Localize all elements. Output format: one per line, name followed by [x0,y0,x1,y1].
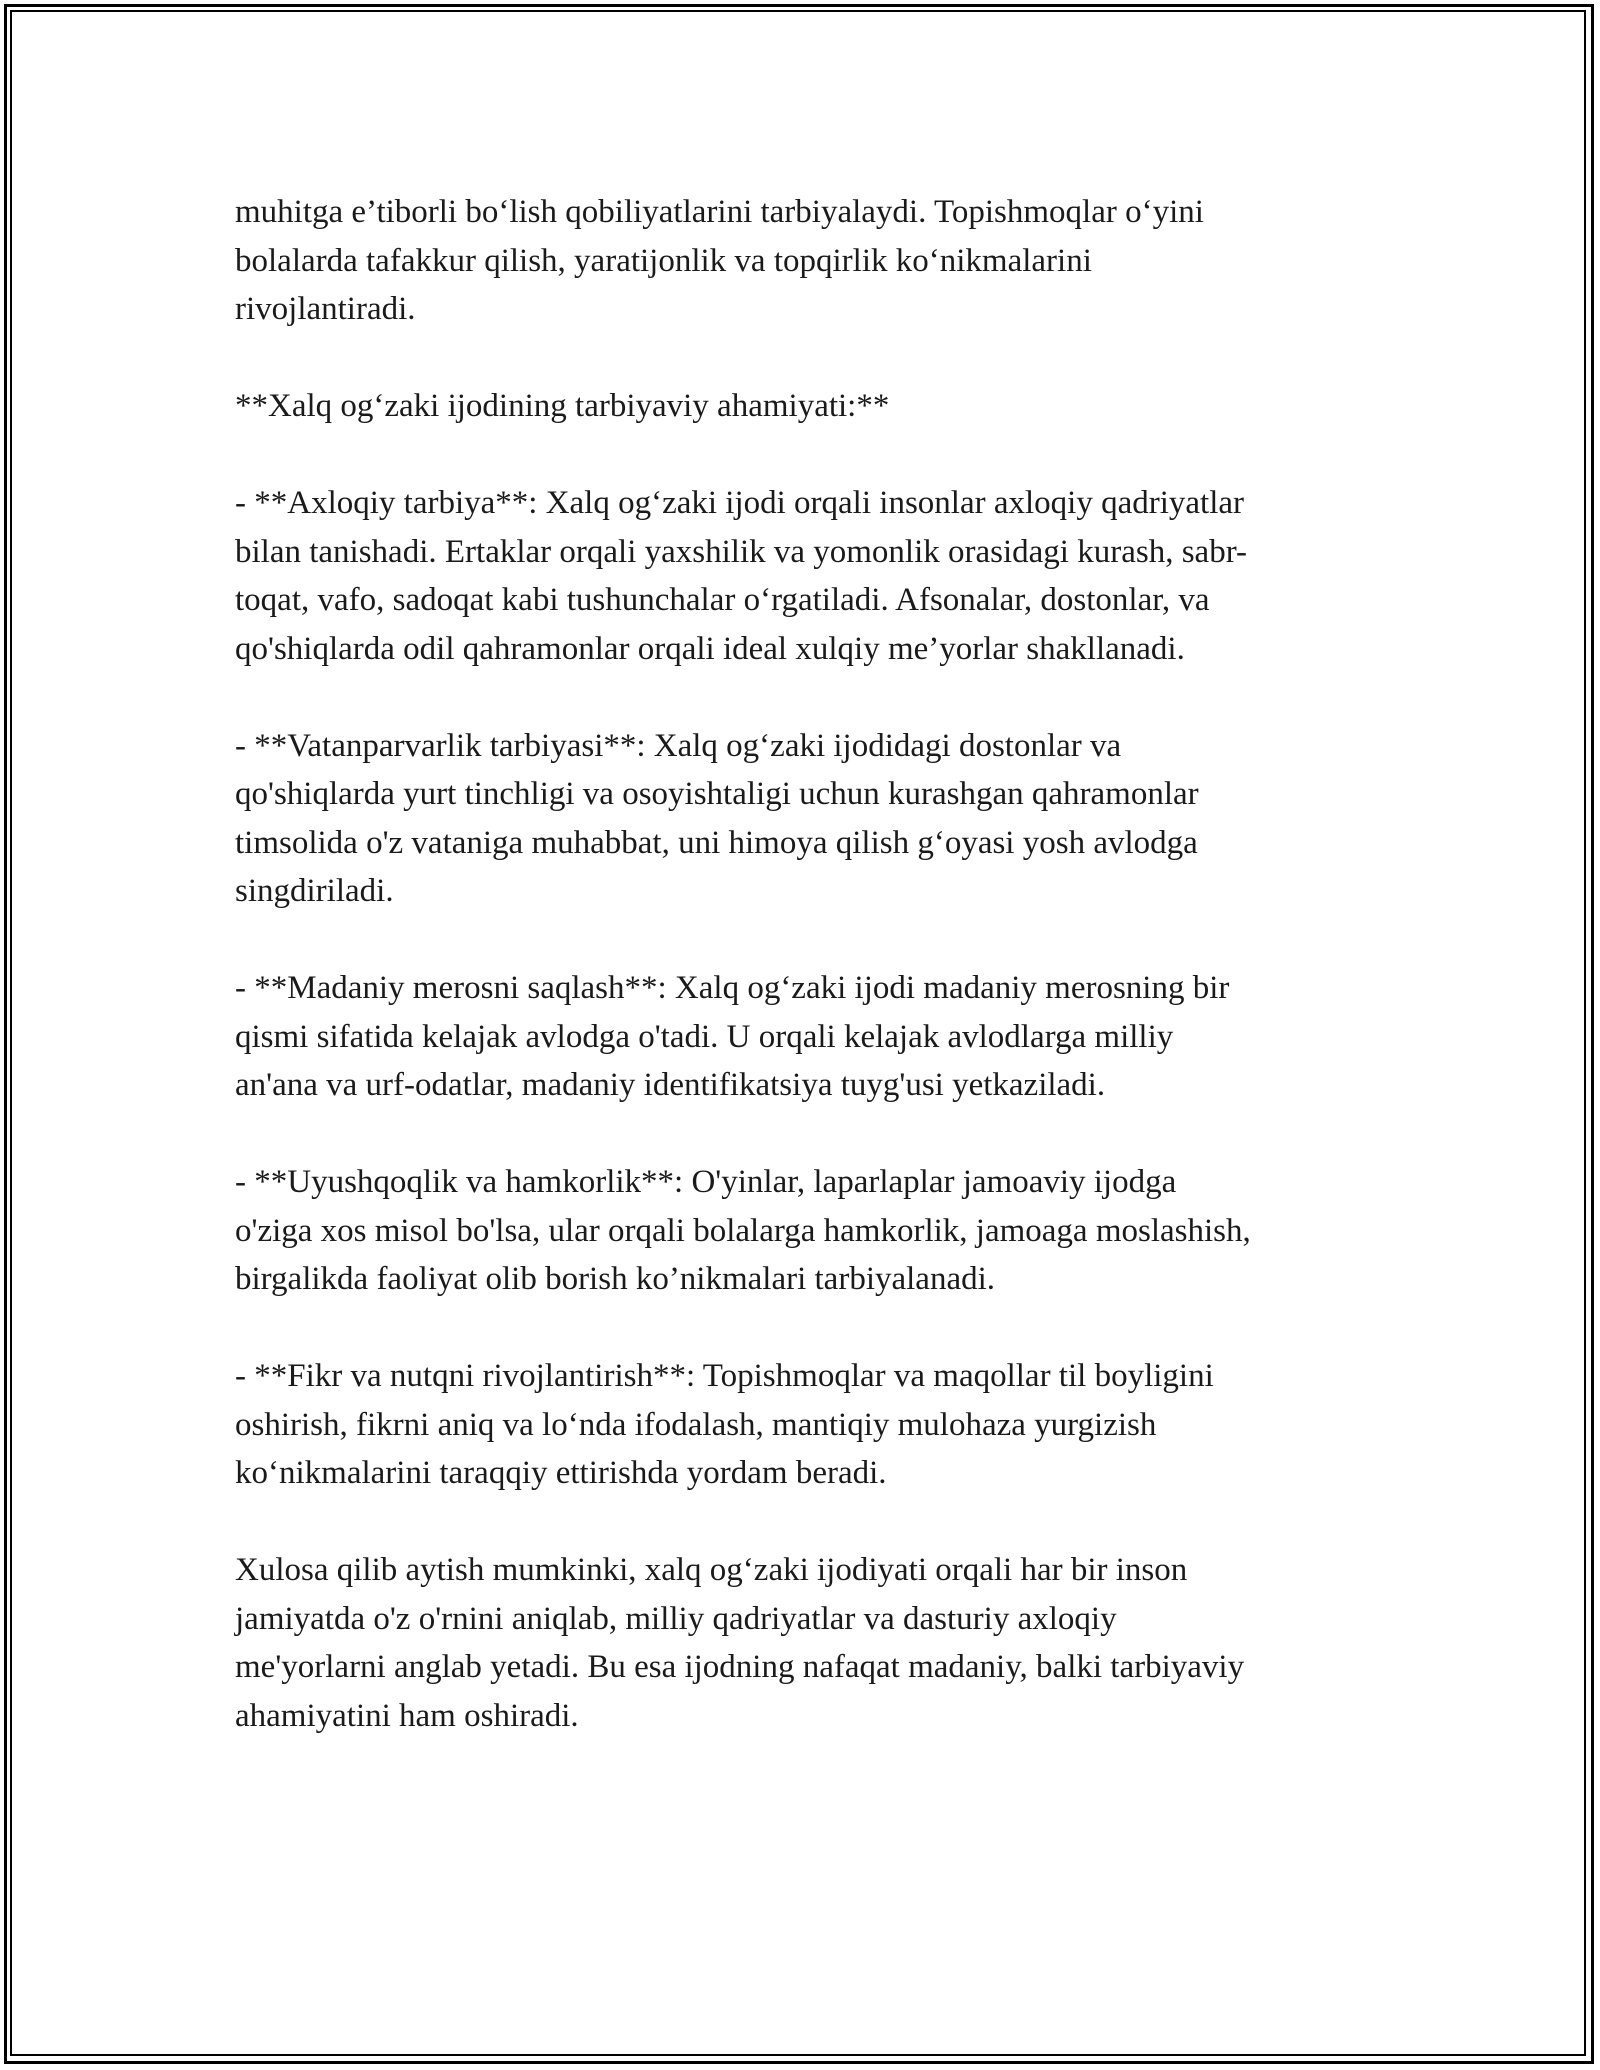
list-item-madaniy-meros: - **Madaniy merosni saqlash**: Xalq og‘zaki ijodi madaniy merosning bir qismi sifatida kelajak avlodga o'tadi. U orqali kelajak avlodlarga milliy an'ana va urf-odatlar, madaniy identifikatsiya tuyg'usi yetkaziladi. [235,970,1230,1103]
section-heading: **Xalq og‘zaki ijodining tarbiyaviy ahamiyati:** [235,388,890,424]
list-item-vatanparvarlik: - **Vatanparvarlik tarbiyasi**: Xalq og‘zaki ijodidagi dostonlar va qo'shiqlarda yurt tinchligi va osoyishtaligi uchun kurashgan qahramonlar timsolida o'z vataniga muhabbat, uni himoya qilish g‘oyasi yosh avlodga singdiriladi. [235,727,1199,909]
paragraph-conclusion: Xulosa qilib aytish mumkinki, xalq og‘zaki ijodiyati orqali har bir inson jamiyatda o'z o'rnini aniqlab, milliy qadriyatlar va dasturiy axloqiy me'yorlarni anglab yetadi. Bu esa ijodning nafaqat madaniy, balki tarbiyaviy ahamiyatini ham oshiradi. [235,1552,1245,1734]
document-body [235,188,1370,1789]
paragraph-intro: muhitga e’tiborli bo‘lish qobiliyatlarini tarbiyalaydi. Topishmoqlar o‘yini bolalarda tafakkur qilish, yaratijonlik va topqirlik ko‘nikmalarini rivojlantiradi. [235,194,1204,327]
list-item-axloqiy-tarbiya: - **Axloqiy tarbiya**: Xalq og‘zaki ijodi orqali insonlar axloqiy qadriyatlar bilan tanishadi. Ertaklar orqali yaxshilik va yomonlik orasidagi kurash, sabr- toqat, vafo, sadoqat kabi tushunchalar o‘rgatiladi. Afsonalar, dostonlar, va qo'shiqlarda odil qahramonlar orqali ideal xulqiy me’yorlar shakllanadi. [235,485,1248,667]
list-item-uyushqoqlik: - **Uyushqoqlik va hamkorlik**: O'yinlar, laparlaplar jamoaviy ijodga o'ziga xos misol bo'lsa, ular orqali bolalarga hamkorlik, jamoaga moslashish, birgalikda faoliyat olib borish ko’nikmalari tarbiyalanadi. [235,1164,1251,1297]
list-item-fikr-nutq: - **Fikr va nutqni rivojlantirish**: Topishmoqlar va maqollar til boyligini oshirish, fikrni aniq va lo‘nda ifodalash, mantiqiy mulohaza yurgizish ko‘nikmalarini taraqqiy ettirishda yordam beradi. [235,1358,1214,1491]
